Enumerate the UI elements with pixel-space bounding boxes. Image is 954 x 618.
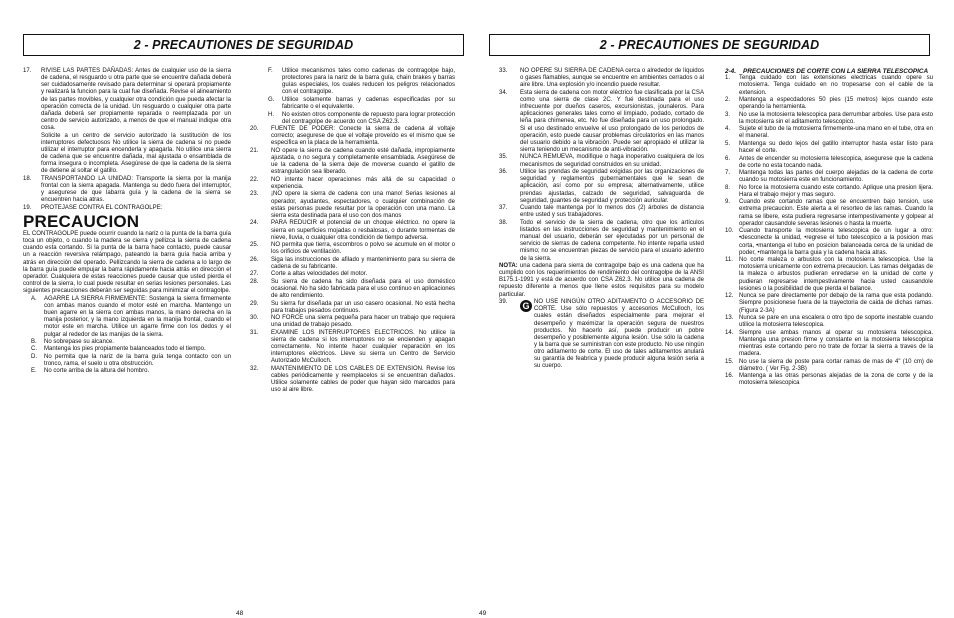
list-item xyxy=(725,126,933,140)
list-item xyxy=(499,68,704,89)
list-item xyxy=(725,75,933,96)
item-number: 36. xyxy=(499,169,508,176)
list-item xyxy=(31,339,231,346)
item-text: PROTEJASE CONTRA EL CONTRAGOLPE: xyxy=(41,204,163,211)
list-item xyxy=(23,68,231,132)
item-number: 28. xyxy=(250,278,259,285)
list-item xyxy=(725,315,933,329)
precaucion-heading: PRECAUCION xyxy=(23,212,140,232)
list-item xyxy=(499,205,704,219)
list-item xyxy=(725,257,933,293)
paragraph: Solicite a un centro de servicio autorizado la sustitución de los interruptores defectuosos No utilice la sierra de cadena si no puede utilizar el interruptor para encenderla y apagarla. No utilice una sierra de cadena que se encuentre dañada, mal ajustada o ensamblada de forma insegura o incompleta. Asegúrese de que la cadena de la sierra de detiene al soltar el gatillo. xyxy=(41,132,231,175)
item-text: MANTENIMIENTO DE LOS CABLES DE EXTENSION. Revise los cables periódicamente y reemplacelos si se encuentran dañados. Utilice solamente cables de poder que hayan sido marcados para uso al aire libre. xyxy=(271,365,455,394)
list-item xyxy=(31,346,231,353)
item-text: ¡NO opere la sierra de cadena con una mano! Serias lesiones al operador, ayudantes, espectadores, o cualquier combinación de estas personas puede resultar por la operación con una mano. La sierra esta destinada para el uso con dos manos xyxy=(271,191,455,219)
item-text: No permita que la nariz de la barra guía tenga contacto con un tronco, rama, el suelo u otra obstrucción. xyxy=(44,353,231,368)
item-text: Siempre use ambas manos al operar su motosierra telescopica. Mantenga una presion firme y constante en la motosierra telescopica mientras este cortando pero no trate de forzar la sierra a traves de la madera. xyxy=(739,329,933,358)
list-item xyxy=(725,228,933,257)
item-number: 14. xyxy=(725,329,734,336)
item-number: E. xyxy=(31,368,37,375)
item-text: No force la motosierra cuando este cortando. Aplique una presion lijera. Hara el trabajo mejor y mas seguro. xyxy=(739,184,933,198)
list-item xyxy=(725,97,933,111)
list-item xyxy=(250,191,455,220)
item-number: D. xyxy=(31,353,38,360)
item-text: NUNCA REMUEVA, modifique o haga inoperativo cualquiera de los mecanismos de seguridad construidos en su unidad. xyxy=(520,154,704,168)
list-item xyxy=(250,177,455,191)
note-paragraph xyxy=(499,263,704,299)
page-header: 2 - PRECAUTIONES DE SEGURIDAD xyxy=(489,34,930,56)
list-item xyxy=(250,315,455,329)
item-text: Su sierra fur diseñada par un uso casero ocasional. No está hecha para trabajos pesados continuos. xyxy=(271,300,455,314)
list-item xyxy=(725,170,933,184)
item-text: No use la motosierra telescopica para derrumbar arboles. Use para esto la motosierra sin el aditamento telescopico. xyxy=(739,111,933,125)
item-number: 5. xyxy=(725,140,731,147)
list-item xyxy=(499,154,704,168)
item-number: 1. xyxy=(725,75,731,82)
item-number: 17. xyxy=(23,68,32,74)
item-number: C. xyxy=(31,346,38,353)
telescopic-precautions-list xyxy=(725,75,933,387)
item-text: Utilice mecanismos tales como cadenas de contragolpe bajo, protectores para la nariz de la barra guía, chain brakes y barras guías especiales, los cuales reducen los peligros relacionados con el contragolpe. xyxy=(282,68,455,96)
item-number: 35. xyxy=(499,154,508,161)
item-text: FUENTE DE PODER: Conecte la sierra de cadena al voltaje correcto; asegurese de que el voltaje proveído es el mismo que se especifica en la placa de la herramienta. xyxy=(271,126,455,147)
item-number: 12. xyxy=(725,293,734,300)
item-number: A. xyxy=(31,295,37,302)
section-number: 2-4. xyxy=(725,68,737,75)
item-text: Mantenga todas las partes del cuerpo alejadas de la cadena de corte cuando su motosierra este en funcionamiento. xyxy=(739,170,933,184)
item-number: 9. xyxy=(725,199,731,206)
page-header: 2 - PRECAUTIONES DE SEGURIDAD xyxy=(23,34,464,56)
page-number: 48 xyxy=(236,610,244,617)
right-column-1 xyxy=(499,68,704,371)
item-text: Corte a altas velocidades del motor. xyxy=(271,271,368,278)
item-text: PARA REDUCIR el potencial de un choque eléctrico. no opere la sierra en superficies mojadas o resbalosas, o durante tormentas de nieve, lluvia, o cualquier otra condición de tiempo adversa. xyxy=(271,220,455,241)
list-item xyxy=(725,156,933,170)
item-number: 4. xyxy=(725,126,731,133)
item-text: RIVISE LAS PARTES DAÑADAS: Antes de cualquier uso de la sierra de cadena, el resguardo u otra parte que se encuentre dañada deberá ser cuidadosamente revisado para determinar si operará propiamente y realizará la funcion para la cual fue diseñada. Revise el alineamiento de las partes movibles, y cualquier otra condición que pueda afectar la operación correcta de la unidad. Un resguardo o cualquier otra parte dañada deberá ser propiamente reparada o reemplazada por un centro de servicio autorizado, a menos de que el manual indique otra cosa. xyxy=(41,68,231,132)
item-number: 16. xyxy=(725,373,734,380)
item-text: NO FORCE una sierra pequeña para hacer un trabajo que requiera una unidad de trabajo pesado. xyxy=(271,315,455,329)
item-number: 37. xyxy=(499,205,508,212)
item-text: No sobrepase su alcance. xyxy=(44,338,114,345)
item-text: Mantenga a especdadores 50 pies (15 metros) lejos cuando este operando la herramienta. xyxy=(739,97,933,111)
item-number: 11. xyxy=(725,257,733,264)
list-item xyxy=(499,169,704,205)
item-number: 38. xyxy=(499,219,508,226)
item-text: NO intente hacer operaciones más allá de su capacidad o experiencia. xyxy=(271,176,455,190)
item-text: No use la sierra de poste para cortar ramas de mas de 4" (10 cm) de diámetro. ( Ver Fig. 2-3B) xyxy=(739,358,933,372)
item-number: 39. xyxy=(499,299,508,306)
item-text: NO permita que tierra, escombros o polvo se acumule en el motor o los orificios de ventilación. xyxy=(271,242,455,256)
list-item xyxy=(250,366,455,395)
list-item xyxy=(250,271,455,278)
list-item xyxy=(23,205,231,212)
list-item xyxy=(725,293,933,314)
item-number: 29. xyxy=(250,300,259,307)
item-text: No corte maleza o arbustos con la motosierra telescopica. Use la motosierra unicamente con extrema precaucion. Las ramas delgadas de la maleza o arbustos pudieran enredarse en la unidad de corte y pudieran regresarse intempestivamente hacia usted causandole lesiones o la posibilidad de que pierda el balance. xyxy=(739,257,933,292)
list-item xyxy=(499,90,704,154)
item-text: Antes de encender su motosierra telescopica, asegurese que la cadena de corte no esta tocando nada. xyxy=(739,155,933,169)
item-number: 2. xyxy=(725,97,731,104)
list-item xyxy=(250,257,455,271)
item-number: 8. xyxy=(725,184,731,191)
list-item xyxy=(31,354,231,368)
list-item xyxy=(31,296,231,339)
section-title: PRECAUCIONES DE CORTE CON LA SIERRA TELESCOPICA xyxy=(743,68,929,75)
item-text: Tenga cuidado con las extensiones electricas cuando opere su motosierra. Tenga cuidado en no tropesarse con el cable de la extension. xyxy=(739,75,933,96)
paragraph: EL CONTRAGOLPE puede ocurrir cuando la nariz o la punta de la barra guía toca un objeto, o cuando la madera se cierra y pellizca la sierra de cadena cuando esta cortando. Si la punta de la barra hace contacto, puede causar un a reacción reversiva relámpago, pateando la barra guía hacia arriba y atrás en dirección del operado. Pellizcando la sierra de cadena a lo largo de la barra guía puede empujar la barra rápidamente hacia atrás en dirección el operador. Cualquiera de estas reacciones puede causar que usted pierda el control de la sierra, lo cual puede resultar en serias lesiones personales. Las siguientes precauciones deberán ser seguidas para minimizar el contragolpe. xyxy=(23,231,231,295)
item-number: 26. xyxy=(250,256,259,263)
list-item xyxy=(250,220,455,241)
list-item xyxy=(499,220,704,263)
list-item xyxy=(31,368,231,375)
list-item xyxy=(268,68,455,97)
item-number: 25. xyxy=(250,242,259,249)
item-text: Esta sierra de cadena con motor eléctrico fue clasificada por la CSA como una sierra de clase 2C. Y fué destinada para el uso infrecuente por dueños caseros, excursionistas, jounaleros. Para aplicaciones generales tales como el limpiado, podado, cortado de leña para chimenea, etc. No fue diseñada para un uso prolongado. Si el uso destinado envuelve el uso prolongado de los periodos de operación, esto puede causar problemas circulatorios en las manos del usuario debido a la vibración. Puede ser apropiado el utilizar la sierra teniendo un mecanismo de anti-vibración. xyxy=(520,89,704,154)
item-text: Utilice solamente barras y cadenas especificadas por su fabricante o el equivalente. xyxy=(282,96,455,111)
page-number: 49 xyxy=(479,610,487,617)
list-item xyxy=(499,299,704,371)
list-item xyxy=(725,359,933,373)
list-item xyxy=(250,279,455,300)
item-number: 22. xyxy=(250,176,259,183)
item-text: Nunca se pare en una escalera o otro tipo de soporte inestable cuando utilice la motosierra telescopica. xyxy=(739,315,933,329)
item-text: NO USE NINGÚN OTRO ADITAMENTO O ACCESORIO DE CORTE. Use sólo repuestos y accesorios McCulloch, los cuales están diseñados especialmente para mejorar el desempeño y maximizar la operación segura de nuestros productos. No hacerlo así, puede producir un pobre desempeño y posiblemente alguna lesión. Use sólo la cadena y la barra que se suministran con este producto. No use ningún otro aditamento de corte. El uso de tales aditamentos anulará su garantía de feabrica y puede producir alguna lesión seria a su cuerpo. xyxy=(534,299,704,370)
item-text: Cuando transporte la motosierra telescopica de un lugar a otro: •desconecte la unidad, •regrese el tubo telescopico a la posicion mas corta, •mantenga el tubo en posicion balanceada cerca de la unidad de poder, •mantenga la barra guia y la cadena hacia atras. xyxy=(739,228,933,256)
item-text: Mantenga a las otras personas alejadas de la zona de corte y de la motosierra telescopica xyxy=(739,373,933,387)
item-number: F. xyxy=(268,68,273,74)
item-text: NO opere la sierra de cadena cuando esté dañada, impropiamente ajustada, o no segura y completamente ensamblada. Asegúrese de ue la cadena de la sierra deje de moverse cuando el gatillo de estrangulación sea liberado. xyxy=(271,147,455,176)
list-item xyxy=(250,330,455,366)
item-text: AGARRE LA SIERRA FIRMEMENTE: Sostenga la sierra firmemente con ambas manos cuando el motor esté en marcha. Mantengo un buen agarre en la sierra con ambas manos, la mano derecha en la manija posterior, y la mano izquierda en la manija frontal, cuando el motor este en marcha. Utilice un agarre firme con los dedos y el pulgar al rededor de las manijas de la sierra. xyxy=(44,295,231,338)
item-text: EXAMINE LOS INTERRUPTORES ELECTRICOS. No utilice la sierra de cadena si los interruptores no se encienden y apagan correctamente. No intente hacer cualquier reparación en los interruptores eléctricos. Lleve su sierra un Centro de Servicio Autorizado McCulloch. xyxy=(271,329,455,365)
item-number: H. xyxy=(268,111,275,118)
item-text: Cuando tale mantenga por lo menos dos (2) árboles de distancia entre usted y sus trabajadores. xyxy=(520,205,704,219)
list-item xyxy=(250,301,455,315)
left-column-1 xyxy=(23,68,231,376)
item-number: 31. xyxy=(250,329,259,336)
item-number: 30. xyxy=(250,315,259,322)
item-text: NO OPERE SU SIERRA DE CADENA cerca o alrededor de líquidos o gases flamables, aunque se encuentre en ambientes cerrados o al aire libre. Una explosión y/o incendio puede resultar. xyxy=(520,68,704,89)
item-number: 13. xyxy=(725,315,734,322)
list-item xyxy=(23,176,231,205)
item-text: No corte arriba de la altura del hombro. xyxy=(44,368,150,375)
item-text: Nunca se pare directamente por debajo de la rama que esta podando. Siempre posicionese fuera de la trayectoria de caida de dichas ramas. (Figura 2-3A) xyxy=(739,293,933,314)
item-text: Mantenga su dedo lejos del gatillo interruptor hasta estar listo para hacer el corte. xyxy=(739,140,933,155)
item-text: Utilice las prendas de seguridad exigidas por las organizaciones de seguridad y reglamentos gubernamentales que le sean de aplicación, así como por su empresa; alternativamente, utilice prendas ajustadas, calzado de seguridad, salvaguarda de seguridad, guantes de seguridad y protección auricular. xyxy=(520,169,704,204)
list-item xyxy=(725,330,933,359)
item-number: 27. xyxy=(250,271,259,278)
item-number: 19. xyxy=(23,204,32,211)
section-heading xyxy=(725,68,933,75)
item-number: 20. xyxy=(250,126,259,133)
list-item xyxy=(725,185,933,199)
item-number: 33. xyxy=(499,68,508,74)
note-text: una cadena para sierra de contragolpe bajo es una cadena que ha cumplido con los requerimientos de rendimiento del contragolpe de la ANSI B175.1-1991 y está de acuerdo con CSA Z62.3. No utilice una cadena de repuesto diferente a menos que llene estos requisitos para su modelo particular. xyxy=(499,263,704,298)
list-item xyxy=(250,148,455,177)
item-number: 7. xyxy=(725,170,731,177)
item-text: Cuando este cortando ramas que se encuentren bajo tension, use extrema precaucion. Este alerta a el resorteo de las ramas. Cuando la rama se libere, esta pudiera regresarse intempestivamente y golpear al operador causandole severas lesiones o hasta la muerte. xyxy=(739,199,933,227)
item-text: Sujete el tubo de la motosierra firmemente-una mano en el tube, otra en el maneral. xyxy=(739,126,933,140)
left-column-2 xyxy=(250,68,455,395)
item-number: 3. xyxy=(725,111,731,118)
list-item xyxy=(725,199,933,228)
note-label: NOTA: xyxy=(499,263,518,269)
list-item xyxy=(250,242,455,256)
item-number: 10. xyxy=(725,228,734,235)
list-item xyxy=(250,126,455,147)
list-item xyxy=(268,97,455,111)
item-number: 24. xyxy=(250,220,259,227)
item-number: 32. xyxy=(250,365,259,372)
item-text: Todo el servicio de la sierra de cadena, otro que los artículos listados en las instrucciones de seguridad y mantenimiento en el manual del usuario, deberán ser ejecutadas por un personal de servicio de sierras de cadena competente. No intente reparla usted mismo; no se encuentran piezas de servicio para el usuario adentro de la sierra. xyxy=(520,219,704,262)
item-text: Su sierra de cadena ha sido diseñada para el uso doméstico ocasional. No ha sido fabricada para el uso continuo en aplicaciones de alto rendimiento. xyxy=(271,278,455,300)
item-text: Mantenga los pies propiamente balanceados todo el tiempo. xyxy=(44,346,206,353)
item-number: G. xyxy=(268,96,275,103)
warning-g-icon: G xyxy=(520,300,532,312)
item-text: No existen otros componente de repuesto para lograr protección del contragolpe de acuerdo con CSA Z62.3. xyxy=(282,111,455,125)
item-number: 21. xyxy=(250,147,259,154)
item-text: TRANSPORTANDO LA UNIDAD: Transporte la sierra por la manija frontal con la sierra apagada. Mantenga su dedo fuera del interruptor, y asegurese de que labarra guía y la cadena de la sierra se encuentren hacia atras. xyxy=(41,175,231,204)
right-column-2 xyxy=(725,68,933,388)
list-item xyxy=(725,112,933,126)
page-right xyxy=(477,0,954,618)
item-number: 23. xyxy=(250,191,259,198)
item-text: Siga las instrucciones de afilado y mantenimiento para su sierra de cadena de su fabricante. xyxy=(271,256,455,270)
item-number: 34. xyxy=(499,89,508,96)
list-item xyxy=(725,373,933,387)
list-item xyxy=(725,141,933,155)
list-item xyxy=(268,112,455,126)
item-number: 18. xyxy=(23,175,32,182)
item-number: B. xyxy=(31,338,37,345)
item-number: 6. xyxy=(725,155,731,162)
item-number: 15. xyxy=(725,358,734,365)
